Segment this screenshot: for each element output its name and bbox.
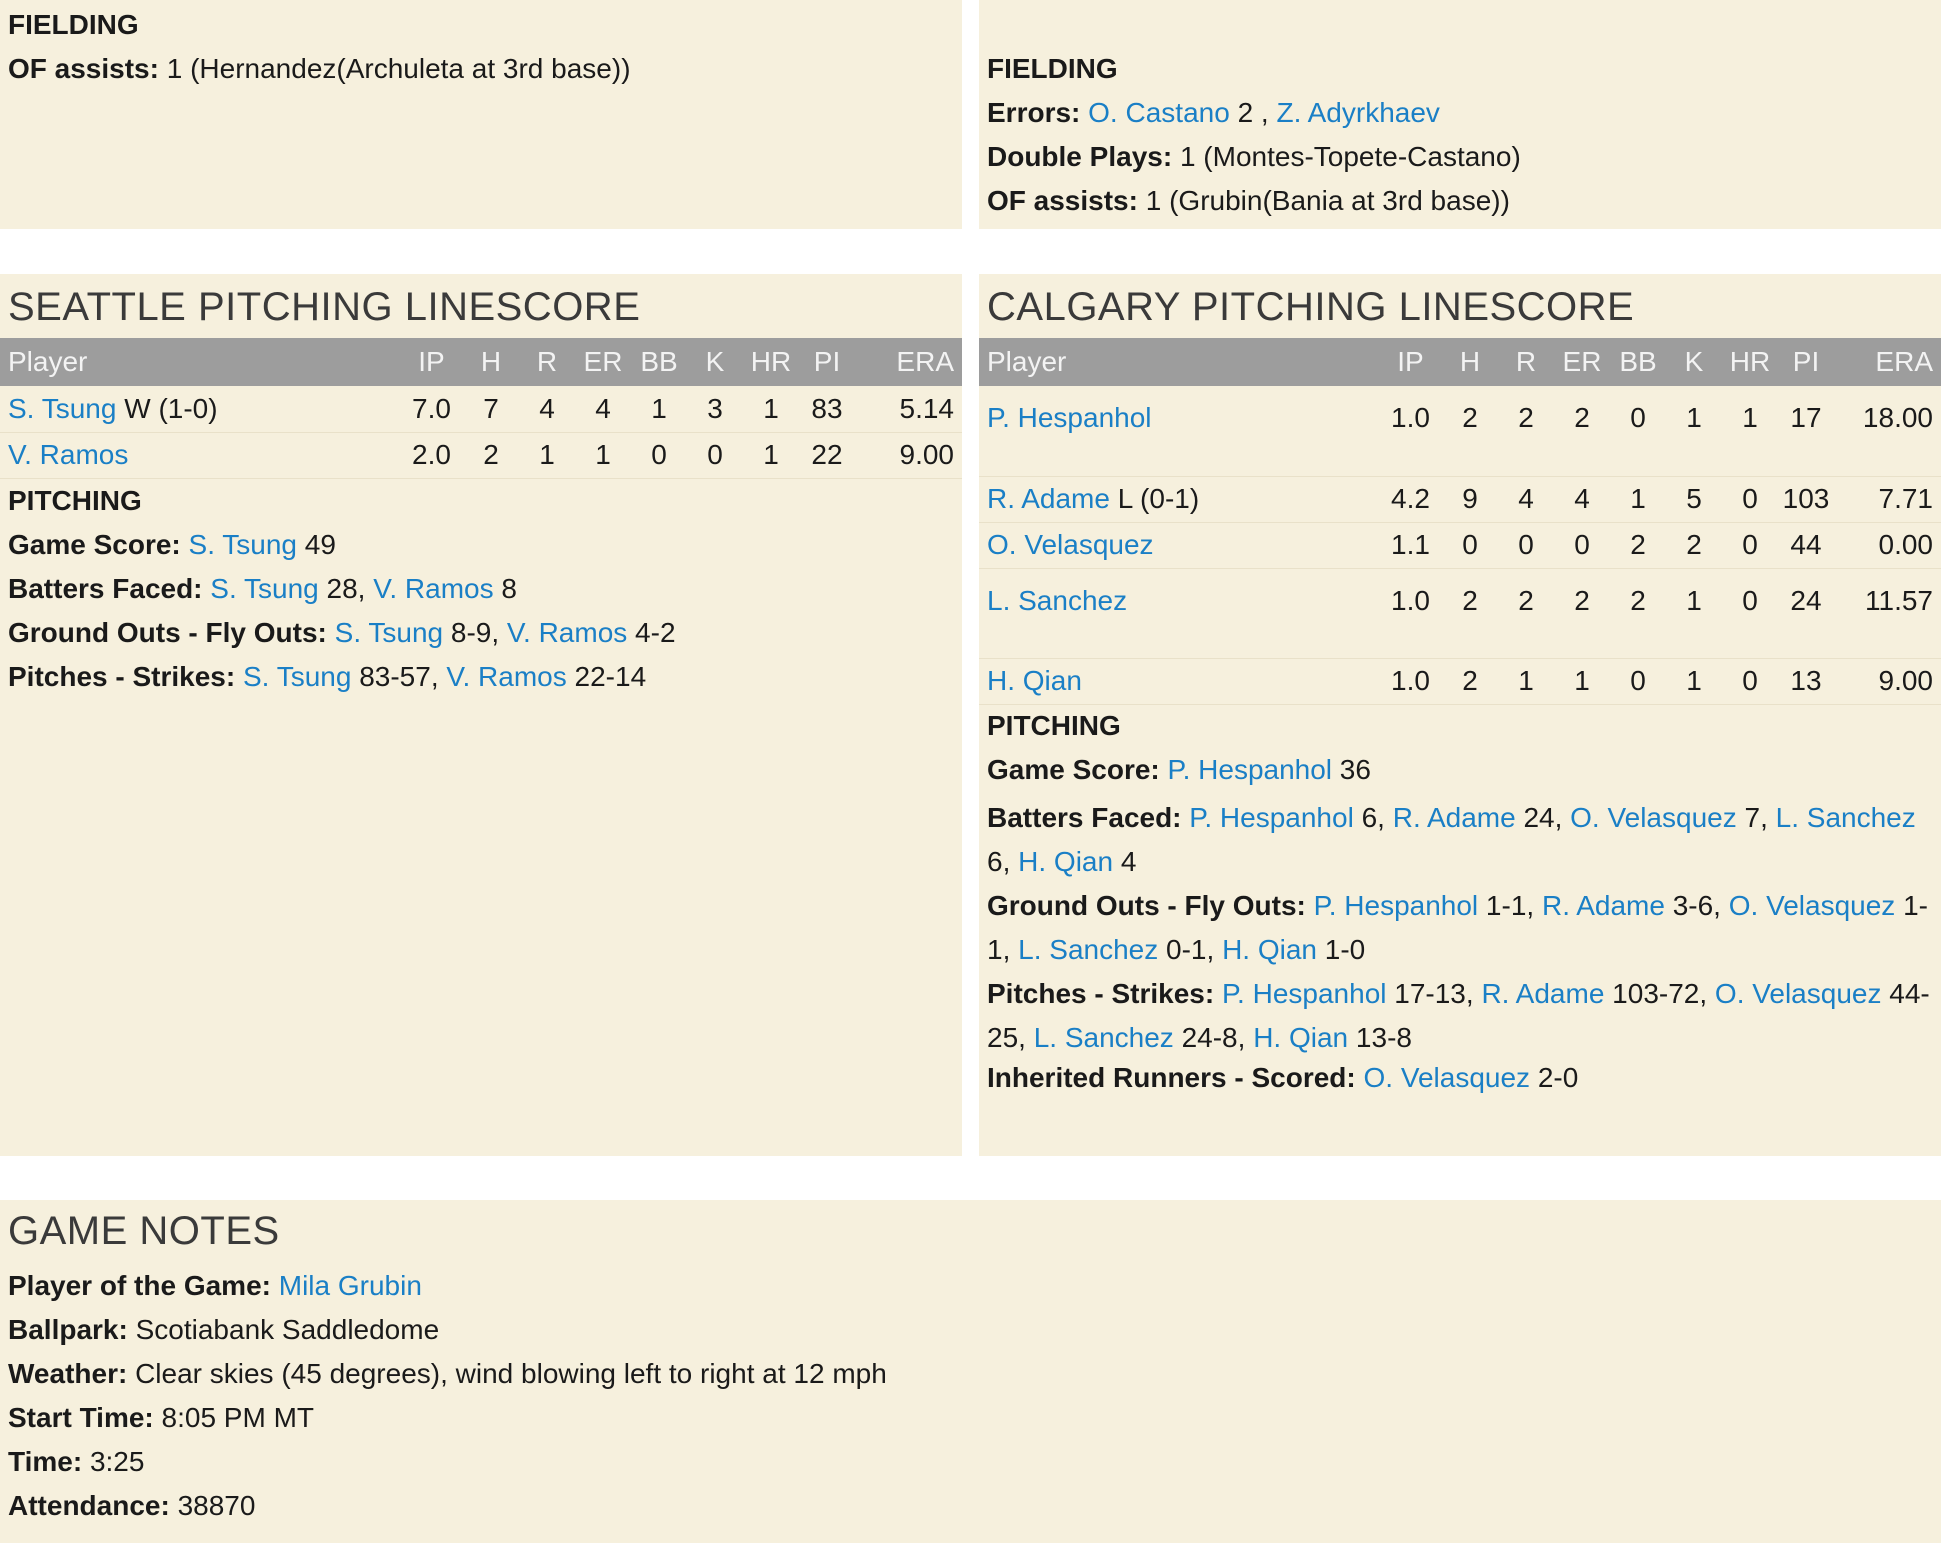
potg-label: Player of the Game:	[8, 1270, 271, 1301]
stat-hr: 0	[1722, 522, 1778, 568]
column-header-pi: PI	[799, 338, 855, 386]
player-link[interactable]: P. Hespanhol	[1313, 890, 1479, 921]
batters-faced-values	[210, 573, 517, 604]
column-header-pi: PI	[1778, 338, 1834, 386]
pitching-linescore-table	[979, 338, 1941, 705]
inherited-runners-line	[987, 1060, 1933, 1096]
double-plays-line	[987, 139, 1933, 175]
of-assists-label: OF assists:	[987, 185, 1138, 216]
ballpark-value: Scotiabank Saddledome	[127, 1314, 440, 1345]
column-header-k: K	[1666, 338, 1722, 386]
stat-er: 0	[1554, 522, 1610, 568]
calgary-fielding-panel	[979, 0, 1941, 229]
player-cell	[979, 522, 1379, 568]
batters-faced-label: Batters Faced:	[8, 573, 203, 604]
fielding-heading: FIELDING	[987, 53, 1118, 84]
of-assists-label: OF assists:	[8, 53, 159, 84]
player-link[interactable]: H. Qian	[1222, 934, 1317, 965]
table-header-row	[979, 338, 1941, 386]
stat-er: 2	[1554, 386, 1610, 476]
stat-r: 0	[1498, 522, 1554, 568]
column-header-k: K	[687, 338, 743, 386]
stat-value: 1-1,	[987, 890, 1928, 965]
player-link[interactable]: S. Tsung	[8, 392, 117, 424]
stat-k: 1	[1666, 658, 1722, 704]
fielding-heading: FIELDING	[8, 9, 139, 40]
stat-value: 1-1,	[1478, 890, 1542, 921]
stat-hr: 1	[743, 432, 799, 478]
stat-value: 8	[493, 573, 517, 604]
stat-era: 0.00	[1834, 522, 1941, 568]
game-score-values	[189, 529, 336, 560]
column-header-era: ERA	[1834, 338, 1941, 386]
of-assists-line	[8, 51, 954, 87]
stat-pi: 44	[1778, 522, 1834, 568]
player-cell	[979, 386, 1379, 476]
go-fo-label: Ground Outs - Fly Outs:	[8, 617, 327, 648]
start-time-value: 8:05 PM MT	[153, 1402, 315, 1433]
go-fo-line	[987, 884, 1933, 972]
player-cell	[0, 386, 400, 432]
table-header-row	[0, 338, 962, 386]
player-link[interactable]: H. Qian	[1253, 1022, 1349, 1053]
pitches-strikes-line	[8, 659, 954, 695]
game-time-label: Time:	[8, 1446, 83, 1477]
stat-k: 1	[1666, 568, 1722, 658]
column-header-era: ERA	[855, 338, 962, 386]
player-link[interactable]: P. Hespanhol	[1221, 978, 1387, 1009]
section-title: CALGARY PITCHING LINESCORE	[987, 285, 1635, 329]
player-link[interactable]: Mila Grubin	[278, 1270, 422, 1301]
stat-value: 24,	[1515, 802, 1571, 833]
stat-k: 0	[687, 432, 743, 478]
column-header-er: ER	[1554, 338, 1610, 386]
player-link[interactable]: Z. Adyrkhaev	[1276, 97, 1440, 128]
column-header-ip: IP	[400, 338, 463, 386]
stat-k: 1	[1666, 386, 1722, 476]
stat-h: 2	[1442, 568, 1498, 658]
game-score-label: Game Score:	[987, 754, 1160, 785]
player-link[interactable]: S. Tsung	[334, 617, 444, 648]
pitches-strikes-label: Pitches - Strikes:	[8, 661, 236, 692]
stat-value: 103-72,	[1604, 978, 1715, 1009]
column-header-hr: HR	[1722, 338, 1778, 386]
player-link[interactable]: V. Ramos	[8, 439, 129, 470]
pitches-strikes-line	[987, 972, 1933, 1060]
player-cell	[979, 658, 1379, 704]
stat-value: 0-1,	[1158, 934, 1223, 965]
stat-value: 24-8,	[1173, 1022, 1254, 1053]
column-header-bb: BB	[1610, 338, 1666, 386]
stat-pi: 13	[1778, 658, 1834, 704]
pitches-strikes-label: Pitches - Strikes:	[987, 978, 1215, 1009]
stat-bb: 2	[1610, 522, 1666, 568]
batters-faced-line	[987, 796, 1933, 884]
stat-era: 9.00	[855, 432, 962, 478]
stat-hr: 1	[1722, 386, 1778, 476]
player-link[interactable]: S. Tsung	[188, 529, 297, 560]
stat-value: 13-8	[1348, 1022, 1412, 1053]
game-score-label: Game Score:	[8, 529, 181, 560]
stat-bb: 0	[631, 432, 687, 478]
stat-pi: 17	[1778, 386, 1834, 476]
stat-bb: 1	[1610, 476, 1666, 522]
stat-er: 2	[1554, 568, 1610, 658]
stat-r: 2	[1498, 386, 1554, 476]
decision: W (1-0)	[116, 392, 218, 424]
of-assists-value: 1 (Grubin(Bania at 3rd base))	[1137, 185, 1510, 216]
player-cell	[979, 476, 1379, 522]
stat-h: 2	[1442, 386, 1498, 476]
player-link[interactable]: S. Tsung	[242, 661, 352, 692]
go-fo-label: Ground Outs - Fly Outs:	[987, 890, 1306, 921]
stat-value: 6,	[1353, 802, 1393, 833]
stat-value: 6,	[987, 846, 1019, 877]
section-title: SEATTLE PITCHING LINESCORE	[8, 285, 641, 329]
table-row	[0, 432, 962, 478]
stat-r: 2	[1498, 568, 1554, 658]
weather-label: Weather:	[8, 1358, 128, 1389]
player-link[interactable]: R. Adame	[987, 483, 1110, 514]
column-header-h: H	[1442, 338, 1498, 386]
column-header-player: Player	[979, 338, 1379, 386]
double-plays-label: Double Plays:	[987, 141, 1173, 172]
stat-ip: 1.0	[1379, 568, 1442, 658]
pitches-strikes-values	[243, 661, 646, 692]
stat-bb: 2	[1610, 568, 1666, 658]
errors-line	[987, 95, 1933, 131]
stat-value: 83-57,	[351, 661, 447, 692]
stat-pi: 24	[1778, 568, 1834, 658]
stat-era: 9.00	[1834, 658, 1941, 704]
table-row	[979, 568, 1941, 658]
errors-value: 2 ,	[1229, 97, 1277, 128]
player-link[interactable]: L. Sanchez	[1018, 934, 1159, 965]
inherited-runners-label: Inherited Runners - Scored:	[987, 1062, 1356, 1093]
seattle-pitching-panel	[0, 274, 962, 1156]
start-time-line	[8, 1400, 1933, 1436]
batters-faced-label: Batters Faced:	[987, 802, 1182, 833]
player-link[interactable]: P. Hespanhol	[987, 402, 1152, 433]
attendance-label: Attendance:	[8, 1490, 170, 1521]
stat-pi: 103	[1778, 476, 1834, 522]
player-link[interactable]: O. Velasquez	[1728, 890, 1896, 921]
player-link[interactable]: L. Sanchez	[1033, 1022, 1174, 1053]
stat-bb: 0	[1610, 386, 1666, 476]
double-plays-value: 1 (Montes-Topete-Castano)	[1172, 141, 1521, 172]
batters-faced-line	[8, 571, 954, 607]
player-link[interactable]: O. Velasquez	[987, 529, 1154, 560]
stat-k: 3	[687, 386, 743, 432]
player-link[interactable]: H. Qian	[987, 665, 1082, 696]
stat-k: 2	[1666, 522, 1722, 568]
stat-ip: 4.2	[1379, 476, 1442, 522]
pitching-heading: PITCHING	[987, 710, 1121, 741]
stat-value: 8-9,	[443, 617, 507, 648]
game-score-line	[8, 527, 954, 563]
player-link[interactable]: H. Qian	[1018, 846, 1114, 877]
stat-value: 22-14	[566, 661, 647, 692]
stat-value: 3-6,	[1664, 890, 1729, 921]
player-cell	[0, 432, 400, 478]
stat-h: 9	[1442, 476, 1498, 522]
go-fo-line	[8, 615, 954, 651]
player-link[interactable]: O. Castano	[1088, 97, 1230, 128]
stat-k: 5	[1666, 476, 1722, 522]
stat-bb: 1	[631, 386, 687, 432]
stat-value: 28,	[318, 573, 374, 604]
errors-label: Errors:	[987, 97, 1081, 128]
player-link[interactable]: S. Tsung	[210, 573, 319, 604]
game-notes-panel	[0, 1200, 1941, 1543]
stat-ip: 1.1	[1379, 522, 1442, 568]
ballpark-line	[8, 1312, 1933, 1348]
stat-era: 5.14	[855, 386, 962, 432]
stat-pi: 83	[799, 386, 855, 432]
table-row	[979, 522, 1941, 568]
stat-value: 7,	[1736, 802, 1776, 833]
stat-hr: 0	[1722, 568, 1778, 658]
stat-ip: 2.0	[400, 432, 463, 478]
player-link[interactable]: V. Ramos	[373, 573, 494, 604]
player-link[interactable]: V. Ramos	[506, 617, 628, 648]
attendance-line	[8, 1488, 1933, 1524]
column-header-bb: BB	[631, 338, 687, 386]
player-link[interactable]: O. Velasquez	[1363, 1062, 1531, 1093]
player-link[interactable]: O. Velasquez	[1714, 978, 1882, 1009]
stat-r: 4	[519, 386, 575, 432]
player-link[interactable]: R. Adame	[1481, 978, 1605, 1009]
stat-h: 0	[1442, 522, 1498, 568]
stat-pi: 22	[799, 432, 855, 478]
player-link[interactable]: P. Hespanhol	[1167, 754, 1333, 785]
stat-r: 1	[1498, 658, 1554, 704]
player-link[interactable]: L. Sanchez	[987, 584, 1128, 616]
table-row	[979, 476, 1941, 522]
stat-bb: 0	[1610, 658, 1666, 704]
stat-era: 18.00	[1834, 386, 1941, 476]
weather-value: Clear skies (45 degrees), wind blowing left to right at 12 mph	[127, 1358, 887, 1389]
weather-line	[8, 1356, 1933, 1392]
stat-hr: 1	[743, 386, 799, 432]
table-row	[979, 386, 1941, 476]
seattle-fielding-panel	[0, 0, 962, 229]
game-score-values	[1168, 754, 1371, 785]
start-time-label: Start Time:	[8, 1402, 154, 1433]
stat-er: 1	[575, 432, 631, 478]
go-fo-values	[335, 617, 676, 648]
inherited-runners-values	[1364, 1062, 1579, 1093]
stat-value: 1-0	[1317, 934, 1366, 965]
attendance-value: 38870	[169, 1490, 256, 1521]
player-link[interactable]: V. Ramos	[446, 661, 567, 692]
column-header-h: H	[463, 338, 519, 386]
stat-h: 2	[463, 432, 519, 478]
stat-h: 2	[1442, 658, 1498, 704]
stat-ip: 1.0	[1379, 658, 1442, 704]
section-title: GAME NOTES	[8, 1209, 280, 1253]
stat-r: 4	[1498, 476, 1554, 522]
stat-value: 49	[296, 529, 336, 560]
calgary-pitching-panel	[979, 274, 1941, 1156]
player-link[interactable]: O. Velasquez	[1570, 802, 1737, 833]
stat-r: 1	[519, 432, 575, 478]
game-time-line	[8, 1444, 1933, 1480]
stat-era: 7.71	[1834, 476, 1941, 522]
player-cell	[979, 568, 1379, 658]
stat-h: 7	[463, 386, 519, 432]
stat-hr: 0	[1722, 476, 1778, 522]
of-assists-value: 1 (Hernandez(Archuleta at 3rd base))	[158, 53, 631, 84]
stat-value: 2-0	[1530, 1062, 1579, 1093]
of-assists-line	[987, 183, 1933, 219]
pitching-heading: PITCHING	[8, 485, 142, 516]
table-row	[0, 386, 962, 432]
ballpark-label: Ballpark:	[8, 1314, 128, 1345]
stat-value: 36	[1332, 754, 1371, 785]
player-link[interactable]: L. Sanchez	[1775, 802, 1916, 833]
stat-ip: 7.0	[400, 386, 463, 432]
decision: L (0-1)	[1109, 483, 1200, 514]
column-header-r: R	[519, 338, 575, 386]
stat-er: 1	[1554, 658, 1610, 704]
game-time-value: 3:25	[82, 1446, 145, 1477]
stat-era: 11.57	[1834, 568, 1941, 658]
game-score-line	[987, 752, 1933, 788]
column-header-ip: IP	[1379, 338, 1442, 386]
pitching-linescore-table	[0, 338, 962, 479]
player-of-game-line	[8, 1268, 1933, 1304]
stat-er: 4	[1554, 476, 1610, 522]
stat-value: 44-25,	[987, 978, 1930, 1053]
column-header-player: Player	[0, 338, 400, 386]
table-row	[979, 658, 1941, 704]
stat-ip: 1.0	[1379, 386, 1442, 476]
player-link[interactable]: R. Adame	[1541, 890, 1665, 921]
stat-hr: 0	[1722, 658, 1778, 704]
column-header-hr: HR	[743, 338, 799, 386]
stat-value: 4	[1113, 846, 1137, 877]
stat-value: 4-2	[627, 617, 676, 648]
column-header-r: R	[1498, 338, 1554, 386]
stat-value: 17-13,	[1386, 978, 1482, 1009]
player-link[interactable]: R. Adame	[1392, 802, 1516, 833]
column-header-er: ER	[575, 338, 631, 386]
player-link[interactable]: P. Hespanhol	[1189, 802, 1354, 833]
stat-er: 4	[575, 386, 631, 432]
